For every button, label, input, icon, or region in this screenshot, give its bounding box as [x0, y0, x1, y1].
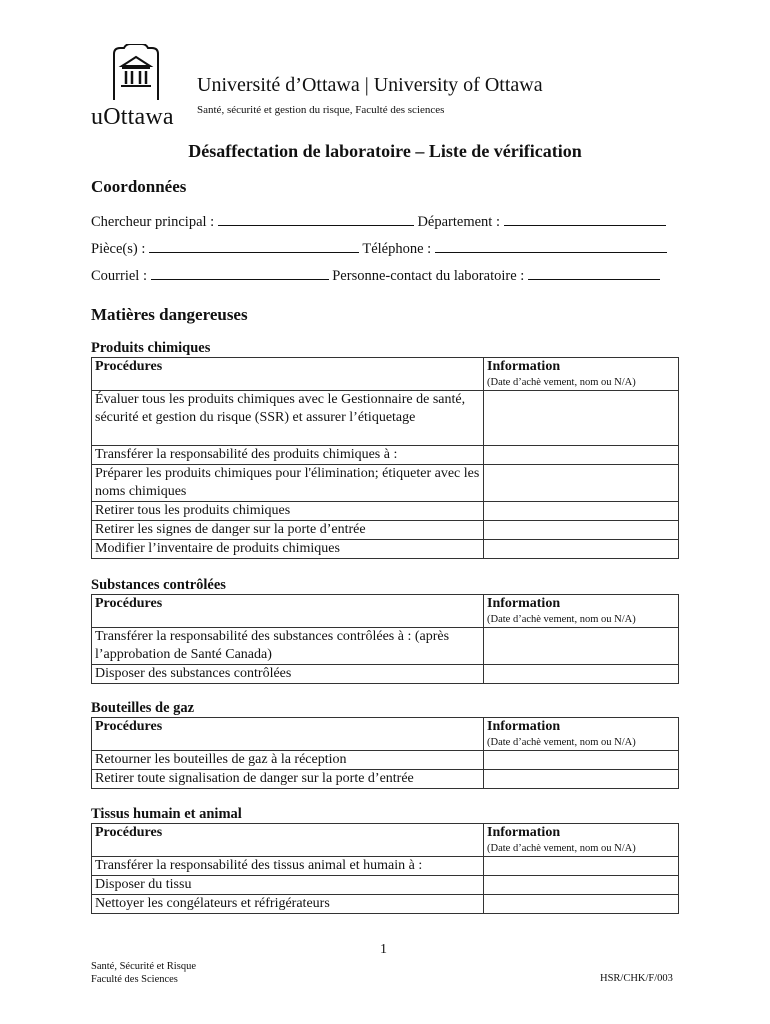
procedures-header: Procédures [92, 718, 484, 751]
departement-label: Département : [417, 214, 500, 230]
telephone-label: Téléphone : [362, 241, 432, 257]
information-cell[interactable] [484, 465, 679, 502]
procedure-text: Retirer toute signalisation de danger sur la porte d’entrée [92, 770, 484, 789]
information-cell[interactable] [484, 540, 679, 559]
tissus-table [91, 823, 679, 914]
table-row [92, 665, 679, 684]
contact-label: Personne-contact du laboratoire : [332, 268, 525, 284]
information-header [484, 595, 679, 628]
uottawa-logo-text: uOttawa [91, 104, 174, 130]
procedure-text: Transférer la responsabilité des tissus animal et humain à : [92, 857, 484, 876]
table-row [92, 465, 679, 502]
table-row [92, 446, 679, 465]
information-cell[interactable] [484, 770, 679, 789]
departement-field[interactable] [504, 211, 666, 226]
controlees-title: Substances contrôlées [91, 577, 226, 593]
procedure-text: Modifier l’inventaire de produits chimiques [92, 540, 484, 559]
information-label: Information [487, 359, 561, 374]
footer-line-1: Santé, Sécurité et Risque [91, 961, 196, 972]
procedure-text: Transférer la responsabilité des produits chimiques à : [92, 446, 484, 465]
information-label: Information [487, 719, 561, 734]
table-row [92, 895, 679, 914]
information-cell[interactable] [484, 391, 679, 446]
chercheur-label: Chercheur principal : [91, 214, 215, 230]
information-cell[interactable] [484, 876, 679, 895]
procedure-text: Préparer les produits chimiques pour l'élimination; étiqueter avec les noms chimiques [92, 465, 484, 502]
procedure-text: Disposer des substances contrôlées [92, 665, 484, 684]
controlees-table [91, 594, 679, 684]
tissus-title: Tissus humain et animal [91, 806, 242, 822]
information-label: Information [487, 825, 561, 840]
table-row [92, 876, 679, 895]
field-row-2 [91, 238, 667, 258]
information-cell[interactable] [484, 628, 679, 665]
chimiques-table [91, 357, 679, 559]
contact-field[interactable] [528, 265, 660, 280]
table-row [92, 502, 679, 521]
table-row [92, 540, 679, 559]
coordonnees-heading: Coordonnées [91, 177, 187, 196]
gaz-table [91, 717, 679, 789]
procedure-text: Disposer du tissu [92, 876, 484, 895]
field-row-3 [91, 265, 660, 285]
table-row [92, 628, 679, 665]
procedures-header: Procédures [92, 358, 484, 391]
procedures-header: Procédures [92, 595, 484, 628]
department-line: Santé, sécurité et gestion du risque, Faculté des sciences [197, 104, 445, 116]
document-code: HSR/CHK/F/003 [600, 973, 673, 984]
table-row [92, 391, 679, 446]
courriel-field[interactable] [151, 265, 329, 280]
table-header-row [92, 595, 679, 628]
pieces-field[interactable] [149, 238, 359, 253]
university-building-icon [110, 44, 162, 102]
information-cell[interactable] [484, 502, 679, 521]
procedure-text: Transférer la responsabilité des substances contrôlées à : (après l’approbation de Santé Canada) [92, 628, 484, 665]
page-number: 1 [380, 942, 387, 957]
information-cell[interactable] [484, 521, 679, 540]
procedure-text: Retirer les signes de danger sur la porte d’entrée [92, 521, 484, 540]
footer-left [91, 960, 196, 986]
table-header-row [92, 718, 679, 751]
procedure-text: Évaluer tous les produits chimiques avec le Gestionnaire de santé, sécurité et gestion du risque (SSR) et assurer l’étiquetage [92, 391, 484, 446]
procedures-header: Procédures [92, 824, 484, 857]
footer-line-2: Faculté des Sciences [91, 974, 178, 985]
information-label: Information [487, 596, 561, 611]
document-title: Désaffectation de laboratoire – Liste de vérification [188, 141, 582, 161]
information-cell[interactable] [484, 446, 679, 465]
table-row [92, 521, 679, 540]
field-row-1 [91, 211, 666, 231]
table-row [92, 751, 679, 770]
procedure-text: Retirer tous les produits chimiques [92, 502, 484, 521]
pieces-label: Pièce(s) : [91, 241, 146, 257]
university-name: Université d’Ottawa | University of Ottawa [197, 74, 543, 96]
courriel-label: Courriel : [91, 268, 147, 284]
information-cell[interactable] [484, 895, 679, 914]
information-header [484, 358, 679, 391]
procedure-text: Retourner les bouteilles de gaz à la réception [92, 751, 484, 770]
telephone-field[interactable] [435, 238, 667, 253]
table-row [92, 770, 679, 789]
information-sublabel: (Date d’achè vement, nom ou N/A) [487, 737, 636, 748]
information-sublabel: (Date d’achè vement, nom ou N/A) [487, 843, 636, 854]
information-cell[interactable] [484, 857, 679, 876]
table-header-row [92, 824, 679, 857]
information-header [484, 718, 679, 751]
table-header-row [92, 358, 679, 391]
procedure-text: Nettoyer les congélateurs et réfrigérateurs [92, 895, 484, 914]
matieres-heading: Matières dangereuses [91, 305, 248, 324]
information-header [484, 824, 679, 857]
table-row [92, 857, 679, 876]
information-cell[interactable] [484, 665, 679, 684]
information-sublabel: (Date d’achè vement, nom ou N/A) [487, 377, 636, 388]
information-cell[interactable] [484, 751, 679, 770]
chimiques-title: Produits chimiques [91, 340, 211, 356]
gaz-title: Bouteilles de gaz [91, 700, 195, 716]
chercheur-field[interactable] [218, 211, 414, 226]
information-sublabel: (Date d’achè vement, nom ou N/A) [487, 614, 636, 625]
